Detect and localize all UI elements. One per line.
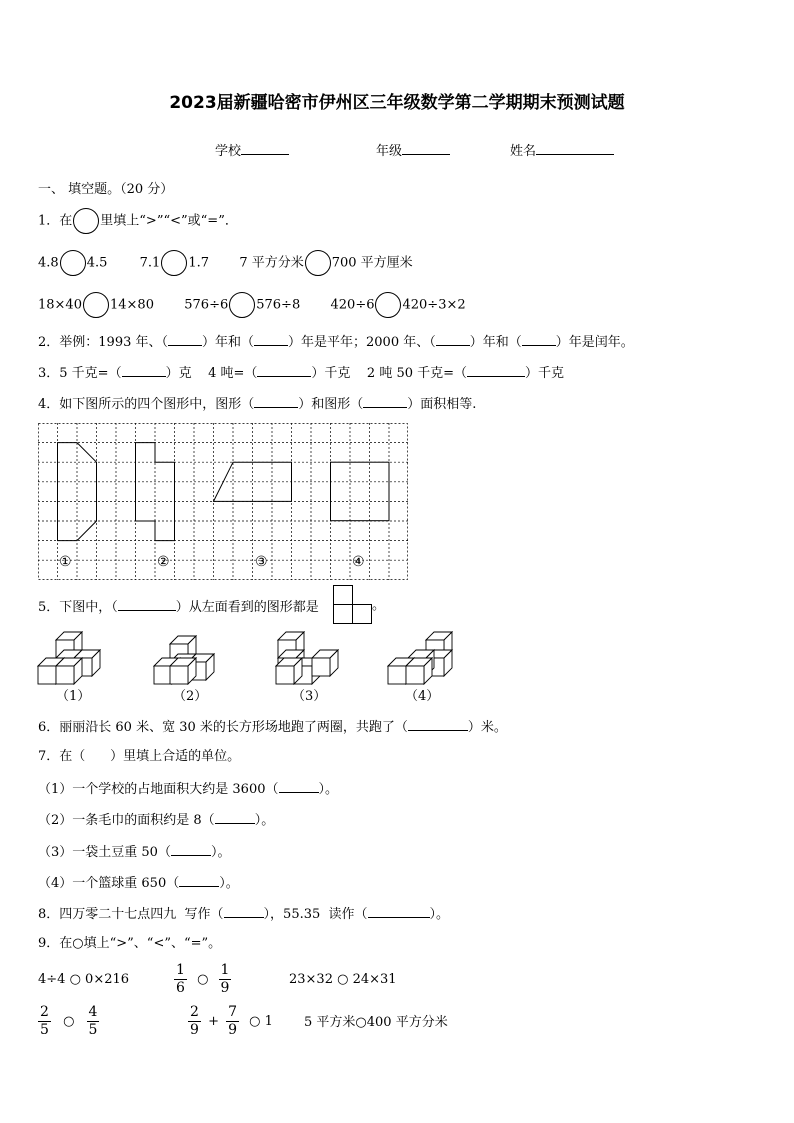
answer-blank[interactable] [368, 905, 430, 918]
figure-label-4: ④ [352, 554, 365, 570]
question-2: 2．举例：1993 年、（ ）年和（ ）年是平年；2000 年、（ ）年和（ ）年是闰年。 [38, 335, 634, 350]
question-9: 9．在○填上“>”、“<”、“=”。 [38, 936, 222, 951]
answer-blank[interactable] [171, 843, 211, 856]
q1-row-1: 4.8 4.5 7.1 1.7 7 平方分米 700 平方厘米 [38, 250, 413, 276]
q7-item-3: （3）一袋土豆重 50（ ）。 [38, 845, 231, 860]
answer-blank[interactable] [118, 598, 176, 611]
cube-figures [30, 628, 470, 708]
cube-figure-3 [276, 632, 338, 684]
cube-label-4: （4） [405, 689, 440, 704]
q9-expr-2: $\frac{1}{6}$ ○ $\frac{1}{9}$ [176, 962, 230, 996]
answer-blank[interactable] [224, 905, 264, 918]
answer-circle-icon[interactable] [305, 250, 331, 276]
question-1: 1．在 里填上“>”“<”或“=”． [38, 208, 238, 234]
cube-label-1: （1） [56, 689, 91, 704]
q1-row-2: 18×40 14×80 576÷6 576÷8 420÷6 420÷3×2 [38, 292, 466, 318]
question-7: 7．在（ ）里填上合适的单位。 [38, 749, 241, 764]
q7-item-4: （4）一个篮球重 650（ ）。 [38, 876, 239, 891]
answer-blank[interactable] [168, 333, 202, 346]
answer-circle-icon[interactable] [229, 292, 255, 318]
answer-blank[interactable] [179, 874, 219, 887]
cube-figure-2 [154, 636, 214, 684]
answer-blank[interactable] [257, 364, 311, 377]
cube-label-3: （3） [292, 689, 327, 704]
q9-expr-5: $\frac{2}{9}$ + $\frac{7}{9}$ ○ 1 [190, 1004, 273, 1038]
question-8: 8．四万零二十七点四九 写作（ ），55.35 读作（ ）。 [38, 907, 450, 922]
figure-4 [331, 462, 390, 521]
answer-blank[interactable] [363, 395, 407, 408]
figure-label-3: ③ [255, 554, 268, 570]
answer-blank[interactable] [408, 718, 468, 731]
grade-field[interactable]: 年级 [376, 142, 450, 160]
q7-item-2: （2）一条毛巾的面积约是 8（ ）。 [38, 813, 275, 828]
answer-blank[interactable] [254, 333, 288, 346]
answer-circle-icon[interactable] [83, 292, 109, 318]
q5-end: 。 [372, 598, 386, 613]
answer-blank[interactable] [254, 395, 298, 408]
answer-blank[interactable] [467, 364, 525, 377]
answer-circle-icon[interactable] [161, 250, 187, 276]
name-field[interactable]: 姓名 [510, 142, 614, 160]
page-title: 2023届新疆哈密市伊州区三年级数学第二学期期末预测试题 [169, 93, 625, 113]
grid-figure [38, 423, 408, 580]
school-field[interactable]: 学校 [215, 142, 289, 160]
figure-label-1: ① [59, 554, 72, 570]
question-5: 5．下图中，（ ）从左面看到的图形都是 [38, 600, 319, 615]
q9-expr-4: $\frac{2}{5}$ ○ $\frac{4}{5}$ [40, 1004, 98, 1038]
answer-blank[interactable] [215, 811, 255, 824]
cube-label-2: （2） [173, 689, 208, 704]
answer-circle-icon [73, 208, 99, 234]
q7-item-1: （1）一个学校的占地面积大约是 3600（ ）。 [38, 782, 339, 797]
q9-expr-3: 23×32 ○ 24×31 [289, 972, 397, 987]
answer-circle-icon[interactable] [60, 250, 86, 276]
answer-blank[interactable] [436, 333, 470, 346]
answer-blank[interactable] [279, 780, 319, 793]
cube-figure-4 [388, 632, 452, 684]
answer-blank[interactable] [522, 333, 556, 346]
figure-label-2: ② [157, 554, 170, 570]
q9-expr-1: 4÷4 ○ 0×216 [38, 972, 130, 987]
left-view-shape [333, 585, 373, 625]
question-6: 6．丽丽沿长 60 米、宽 30 米的长方形场地跑了两圈，共跑了（ ）米。 [38, 720, 507, 735]
question-4: 4．如下图所示的四个图形中，图形（ ）和图形（ ）面积相等. [38, 397, 477, 412]
q9-expr-6: 5 平方米○400 平方分米 [304, 1015, 448, 1030]
cube-figure-1 [38, 632, 100, 684]
section-heading: 一、 填空题。（20 分） [38, 182, 174, 197]
answer-circle-icon[interactable] [375, 292, 401, 318]
question-3: 3．5 千克=（ ）克 4 吨=（ ）千克 2 吨 50 千克=（ ）千克 [38, 366, 565, 381]
answer-blank[interactable] [122, 364, 166, 377]
